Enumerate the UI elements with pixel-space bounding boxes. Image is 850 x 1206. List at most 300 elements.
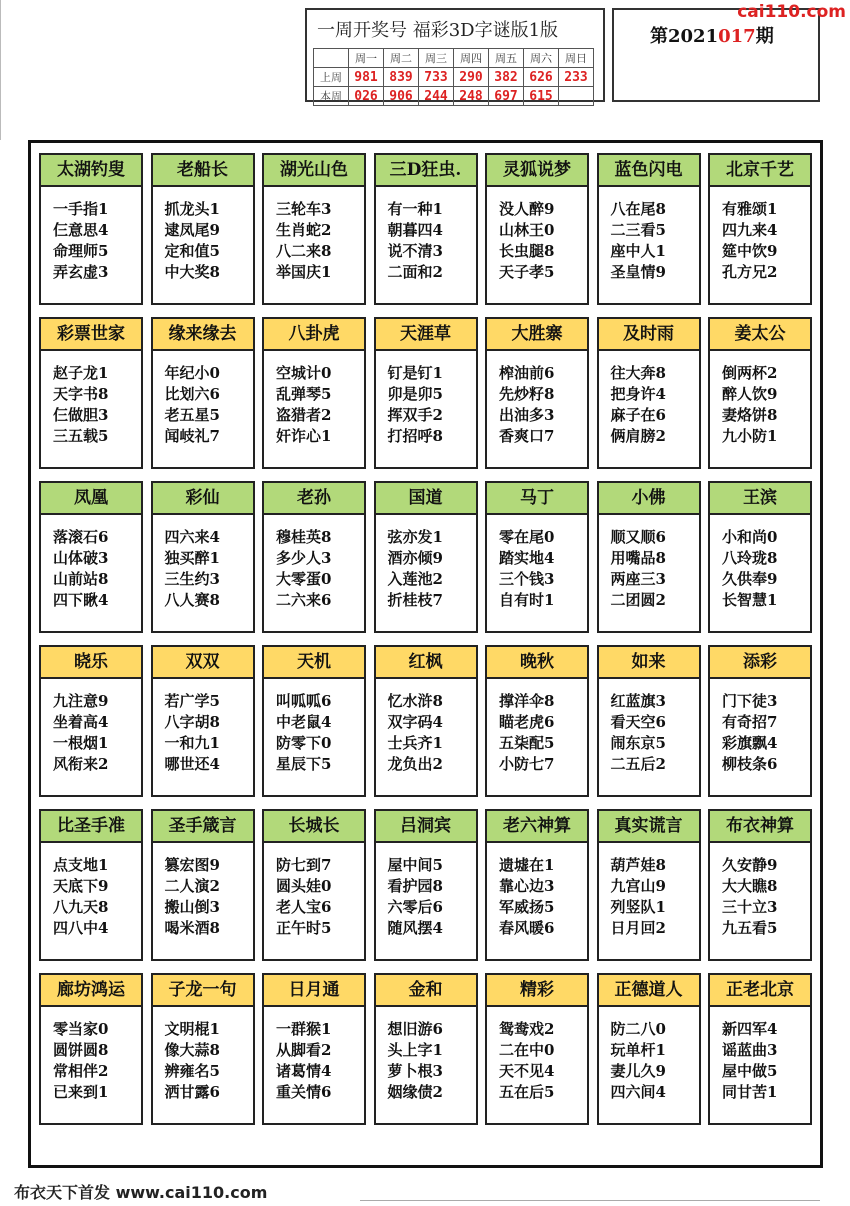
riddle-card: [39, 809, 143, 961]
riddle-line: 诸葛情4: [276, 1062, 332, 1080]
riddle-lines: [487, 1007, 587, 1103]
riddle-line: 姻缘债2: [387, 1083, 443, 1101]
riddle-card: [374, 481, 478, 633]
this-week-label: 本周: [314, 87, 349, 106]
riddle-line: 彩旗飘4: [722, 734, 778, 752]
riddle-line: 柳枝条6: [722, 755, 778, 773]
riddle-card: [597, 317, 701, 469]
riddle-line: 军威扬5: [499, 898, 555, 916]
riddle-line: 麻子在6: [610, 406, 666, 424]
riddle-line: 八字胡8: [164, 713, 220, 731]
riddle-card: [374, 809, 478, 961]
riddle-line: 大大瞧8: [722, 877, 778, 895]
weekday-label: 周四: [454, 49, 489, 68]
riddle-line: 士兵齐1: [387, 734, 443, 752]
riddle-line: 看天空6: [610, 713, 666, 731]
riddle-card: [597, 481, 701, 633]
weekday-label: 周三: [419, 49, 454, 68]
riddle-line: 同甘苦1: [722, 1083, 778, 1101]
riddle-line: 辨雍名5: [164, 1062, 220, 1080]
riddle-card: [151, 809, 255, 961]
riddle-lines: [376, 679, 476, 775]
riddle-line: 九五看5: [722, 919, 778, 937]
riddle-card: [262, 317, 366, 469]
riddle-line: 圣皇情9: [610, 263, 666, 281]
riddle-line: 往大奔8: [610, 364, 666, 382]
riddle-line: 喝米酒8: [164, 919, 220, 937]
riddle-line: 入莲池2: [387, 570, 443, 588]
riddle-line: 天字书8: [53, 385, 109, 403]
riddle-line: 一手指1: [53, 200, 109, 218]
issue-digits: 017: [718, 26, 756, 47]
riddle-line: 天子孝5: [499, 263, 555, 281]
riddle-line: 钉是钉1: [387, 364, 443, 382]
riddle-line: 自有时1: [499, 591, 555, 609]
draw-number: 839: [384, 68, 419, 87]
riddle-lines: [264, 1007, 364, 1103]
riddle-line: 八二来8: [276, 242, 332, 260]
riddle-line: 二面和2: [387, 263, 443, 281]
riddle-line: 红蓝旗3: [610, 692, 666, 710]
card-author-title: 八卦虎: [264, 319, 364, 351]
riddle-line: 圆饼圆8: [53, 1041, 109, 1059]
card-author-title: 灵狐说梦: [487, 155, 587, 187]
riddle-line: 小防七7: [499, 755, 555, 773]
riddle-line: 防二八0: [610, 1020, 666, 1038]
riddle-card: [262, 645, 366, 797]
footer-rule: [360, 1200, 820, 1201]
card-author-title: 北京千艺: [710, 155, 810, 187]
draw-number: 697: [489, 87, 524, 106]
riddle-line: 圆头娃0: [276, 877, 332, 895]
riddle-line: 叫呱呱6: [276, 692, 332, 710]
riddle-line: 头上字1: [387, 1041, 443, 1059]
riddle-line: 久安静9: [722, 856, 778, 874]
riddle-line: 长虫腿8: [499, 242, 555, 260]
riddle-line: 屋中间5: [387, 856, 443, 874]
riddle-lines: [487, 515, 587, 611]
riddle-line: 搬山倒3: [164, 898, 220, 916]
riddle-line: 多少人3: [276, 549, 332, 567]
riddle-line: 谣蓝曲3: [722, 1041, 778, 1059]
riddle-line: 一和九1: [164, 734, 220, 752]
card-author-title: 国道: [376, 483, 476, 515]
riddle-line: 若广学5: [164, 692, 220, 710]
riddle-line: 独买醉1: [164, 549, 220, 567]
riddle-lines: [710, 679, 810, 775]
riddle-line: 屋中做5: [722, 1062, 778, 1080]
riddle-card: [374, 153, 478, 305]
riddle-line: 玩单杆1: [610, 1041, 666, 1059]
card-author-title: 天涯草: [376, 319, 476, 351]
riddle-card: [151, 153, 255, 305]
riddle-line: 列竖队1: [610, 898, 666, 916]
riddle-line: 出油多3: [499, 406, 555, 424]
riddle-line: 先炒籽8: [499, 385, 555, 403]
riddle-line: 仨做胆3: [53, 406, 109, 424]
card-author-title: 凤凰: [41, 483, 141, 515]
riddle-lines: [41, 1007, 141, 1103]
last-week-label: 上周: [314, 68, 349, 87]
riddle-lines: [153, 1007, 253, 1103]
card-author-title: 小佛: [599, 483, 699, 515]
riddle-line: 葫芦娃8: [610, 856, 666, 874]
riddle-lines: [599, 351, 699, 447]
draw-number: 906: [384, 87, 419, 106]
card-author-title: 老孙: [264, 483, 364, 515]
draw-number: 981: [349, 68, 384, 87]
issue-suffix: 期: [755, 26, 774, 47]
weekly-draw-table: [313, 48, 594, 106]
card-author-title: 及时雨: [599, 319, 699, 351]
corner-cell: [314, 49, 349, 68]
riddle-lines: [599, 187, 699, 283]
riddle-line: 风衔来2: [53, 755, 109, 773]
riddle-card: [39, 317, 143, 469]
card-author-title: 廊坊鸿运: [41, 975, 141, 1007]
riddle-card: [485, 317, 589, 469]
riddle-lines: [264, 843, 364, 939]
riddle-lines: [599, 1007, 699, 1103]
riddle-line: 随风摆4: [387, 919, 443, 937]
riddle-line: 山林王0: [499, 221, 555, 239]
riddle-lines: [710, 351, 810, 447]
card-author-title: 长城长: [264, 811, 364, 843]
riddle-lines: [487, 843, 587, 939]
riddle-line: 奸诈心1: [276, 427, 332, 445]
card-author-title: 蓝色闪电: [599, 155, 699, 187]
last-week-row: [314, 68, 594, 87]
riddle-line: 比划六6: [164, 385, 220, 403]
card-author-title: 缘来缘去: [153, 319, 253, 351]
riddle-lines: [710, 1007, 810, 1103]
riddle-line: 卯是卯5: [387, 385, 443, 403]
riddle-line: 小和尚0: [722, 528, 778, 546]
riddle-lines: [487, 679, 587, 775]
riddle-line: 重关情6: [276, 1083, 332, 1101]
riddle-card: [597, 973, 701, 1125]
riddle-line: 四六间4: [610, 1083, 666, 1101]
riddle-line: 赵子龙1: [53, 364, 109, 382]
riddle-line: 两座三3: [610, 570, 666, 588]
card-author-title: 马丁: [487, 483, 587, 515]
riddle-card: [262, 973, 366, 1125]
riddle-line: 文明棍1: [164, 1020, 220, 1038]
riddle-line: 落滚石6: [53, 528, 109, 546]
riddle-lines: [41, 515, 141, 611]
riddle-line: 长智慧1: [722, 591, 778, 609]
riddle-line: 八人赛8: [164, 591, 220, 609]
riddle-line: 乱弹琴5: [276, 385, 332, 403]
weekly-draw-box: [305, 8, 605, 102]
riddle-line: 顺又顺6: [610, 528, 666, 546]
this-week-row: [314, 87, 594, 106]
riddle-line: 有一种1: [387, 200, 443, 218]
riddle-lines: [41, 187, 141, 283]
riddle-card: [708, 973, 812, 1125]
riddle-lines: [264, 351, 364, 447]
riddle-line: 九小防1: [722, 427, 778, 445]
riddle-line: 八九天8: [53, 898, 109, 916]
riddle-line: 打招呼8: [387, 427, 443, 445]
riddle-line: 像大蒜8: [164, 1041, 220, 1059]
riddle-lines: [41, 679, 141, 775]
riddle-line: 举国庆1: [276, 263, 332, 281]
riddle-line: 定和值5: [164, 242, 220, 260]
riddle-line: 穆桂英8: [276, 528, 332, 546]
card-author-title: 正德道人: [599, 975, 699, 1007]
riddle-line: 筵中饮9: [722, 242, 778, 260]
riddle-card: [374, 973, 478, 1125]
card-author-title: 姜太公: [710, 319, 810, 351]
riddle-lines: [376, 515, 476, 611]
card-author-title: 子龙一句: [153, 975, 253, 1007]
riddle-line: 山体破3: [53, 549, 109, 567]
riddle-line: 瞄老虎6: [499, 713, 555, 731]
issue-prefix: 第2021: [650, 26, 719, 47]
riddle-line: 年纪小0: [164, 364, 220, 382]
riddle-line: 二五后2: [610, 755, 666, 773]
riddle-line: 挥双手2: [387, 406, 443, 424]
riddle-line: 四下瞅4: [53, 591, 109, 609]
riddle-lines: [376, 187, 476, 283]
riddle-line: 三生约3: [164, 570, 220, 588]
riddle-line: 四八中4: [53, 919, 109, 937]
riddle-line: 正午时5: [276, 919, 332, 937]
card-author-title: 添彩: [710, 647, 810, 679]
riddle-line: 从脚看2: [276, 1041, 332, 1059]
riddle-line: 防零下0: [276, 734, 332, 752]
riddle-board: [28, 140, 823, 1168]
riddle-line: 鸳鸯戏2: [499, 1020, 555, 1038]
riddle-line: 防七到7: [276, 856, 332, 874]
riddle-lines: [153, 515, 253, 611]
card-author-title: 如来: [599, 647, 699, 679]
issue-number: [650, 22, 774, 48]
riddle-line: 妻儿久9: [610, 1062, 666, 1080]
riddle-lines: [264, 679, 364, 775]
riddle-line: 香爽口7: [499, 427, 555, 445]
riddle-card: [39, 645, 143, 797]
riddle-line: 四九来4: [722, 221, 778, 239]
draw-number: 026: [349, 87, 384, 106]
riddle-line: 四六来4: [164, 528, 220, 546]
riddle-card: [708, 153, 812, 305]
riddle-line: 酒亦倾9: [387, 549, 443, 567]
riddle-line: 仨意思4: [53, 221, 109, 239]
riddle-line: 三轮车3: [276, 200, 332, 218]
card-author-title: 真实谎言: [599, 811, 699, 843]
riddle-line: 一群猴1: [276, 1020, 332, 1038]
riddle-lines: [153, 351, 253, 447]
riddle-line: 八在尾8: [610, 200, 666, 218]
draw-number: 233: [559, 68, 594, 87]
riddle-line: 新四军4: [722, 1020, 778, 1038]
card-author-title: 吕洞宾: [376, 811, 476, 843]
riddle-line: 已来到1: [53, 1083, 109, 1101]
riddle-card: [39, 153, 143, 305]
riddle-line: 俩肩膀2: [610, 427, 666, 445]
riddle-line: 点支地1: [53, 856, 109, 874]
site-logo: cai110.com: [737, 2, 846, 22]
card-author-title: 湖光山色: [264, 155, 364, 187]
riddle-lines: [710, 187, 810, 283]
riddle-line: 双字码4: [387, 713, 443, 731]
riddle-line: 中大奖8: [164, 263, 220, 281]
riddle-line: 命理师5: [53, 242, 109, 260]
riddle-card: [151, 481, 255, 633]
riddle-line: 龙负出2: [387, 755, 443, 773]
riddle-lines: [376, 351, 476, 447]
riddle-lines: [376, 843, 476, 939]
riddle-line: 八玲珑8: [722, 549, 778, 567]
card-author-title: 比圣手准: [41, 811, 141, 843]
draw-number: 290: [454, 68, 489, 87]
riddle-line: 萝卜根3: [387, 1062, 443, 1080]
riddle-lines: [41, 351, 141, 447]
riddle-card: [151, 973, 255, 1125]
draw-number: 733: [419, 68, 454, 87]
riddle-line: 生肖蛇2: [276, 221, 332, 239]
riddle-line: 二三看5: [610, 221, 666, 239]
riddle-lines: [153, 187, 253, 283]
weekday-label: 周二: [384, 49, 419, 68]
riddle-line: 星辰下5: [276, 755, 332, 773]
riddle-card: [485, 973, 589, 1125]
card-author-title: 双双: [153, 647, 253, 679]
riddle-line: 春风暖6: [499, 919, 555, 937]
card-author-title: 彩仙: [153, 483, 253, 515]
riddle-lines: [264, 515, 364, 611]
riddle-line: 忆水浒8: [387, 692, 443, 710]
card-author-title: 正老北京: [710, 975, 810, 1007]
card-author-title: 老六神算: [487, 811, 587, 843]
riddle-line: 遗墟在1: [499, 856, 555, 874]
riddle-line: 一根烟1: [53, 734, 109, 752]
riddle-line: 零在尾0: [499, 528, 555, 546]
riddle-line: 二团圆2: [610, 591, 666, 609]
riddle-card: [708, 481, 812, 633]
riddle-line: 弄玄虚3: [53, 263, 109, 281]
draw-number: 615: [524, 87, 559, 106]
card-author-title: 圣手箴言: [153, 811, 253, 843]
riddle-line: 中老鼠4: [276, 713, 332, 731]
riddle-line: 三十立3: [722, 898, 778, 916]
riddle-line: 三个钱3: [499, 570, 555, 588]
riddle-line: 洒甘露6: [164, 1083, 220, 1101]
riddle-lines: [599, 843, 699, 939]
riddle-line: 榨油前6: [499, 364, 555, 382]
riddle-line: 弦亦发1: [387, 528, 443, 546]
riddle-line: 日月回2: [610, 919, 666, 937]
weekday-label: 周日: [559, 49, 594, 68]
weekday-label: 周一: [349, 49, 384, 68]
riddle-line: 二在中0: [499, 1041, 555, 1059]
riddle-lines: [599, 515, 699, 611]
riddle-line: 久供奉9: [722, 570, 778, 588]
riddle-line: 想旧游6: [387, 1020, 443, 1038]
card-author-title: 彩票世家: [41, 319, 141, 351]
riddle-lines: [487, 351, 587, 447]
riddle-lines: [153, 679, 253, 775]
riddle-line: 老人宝6: [276, 898, 332, 916]
riddle-line: 九注意9: [53, 692, 109, 710]
riddle-line: 天不见4: [499, 1062, 555, 1080]
riddle-line: 说不清3: [387, 242, 443, 260]
riddle-card: [485, 481, 589, 633]
riddle-card: [485, 809, 589, 961]
left-rule: [0, 0, 1, 140]
riddle-lines: [41, 843, 141, 939]
card-author-title: 大胜寨: [487, 319, 587, 351]
card-author-title: 金和: [376, 975, 476, 1007]
riddle-line: 倒两杯2: [722, 364, 778, 382]
card-author-title: 天机: [264, 647, 364, 679]
riddle-line: 折桂枝7: [387, 591, 443, 609]
riddle-line: 孔方兄2: [722, 263, 778, 281]
riddle-line: 没人醉9: [499, 200, 555, 218]
card-author-title: 太湖钓叟: [41, 155, 141, 187]
footer-credit: 布衣天下首发 www.cai110.com: [14, 1183, 268, 1202]
riddle-card: [151, 317, 255, 469]
riddle-line: 篡宏图9: [164, 856, 220, 874]
riddle-card: [39, 973, 143, 1125]
riddle-card: [708, 809, 812, 961]
riddle-line: 逮凤尾9: [164, 221, 220, 239]
riddle-line: 哪世还4: [164, 755, 220, 773]
riddle-card: [262, 809, 366, 961]
weekday-header-row: [314, 49, 594, 68]
riddle-line: 山前站8: [53, 570, 109, 588]
riddle-line: 坐着高4: [53, 713, 109, 731]
draw-number: [559, 87, 594, 106]
riddle-line: 九宫山9: [610, 877, 666, 895]
card-author-title: 精彩: [487, 975, 587, 1007]
riddle-line: 踏实地4: [499, 549, 555, 567]
riddle-line: 把身许4: [610, 385, 666, 403]
riddle-line: 闻岐礼7: [164, 427, 220, 445]
riddle-lines: [153, 843, 253, 939]
riddle-line: 撑洋伞8: [499, 692, 555, 710]
riddle-line: 用嘴品8: [610, 549, 666, 567]
riddle-line: 五在后5: [499, 1083, 555, 1101]
riddle-line: 常相伴2: [53, 1062, 109, 1080]
card-author-title: 布衣神算: [710, 811, 810, 843]
riddle-line: 天底下9: [53, 877, 109, 895]
draw-number: 626: [524, 68, 559, 87]
card-author-title: 王滨: [710, 483, 810, 515]
draw-box-title: 一周开奖号 福彩3D字谜版1版: [317, 20, 559, 41]
riddle-line: 妻烙饼8: [722, 406, 778, 424]
riddle-line: 朝暮四4: [387, 221, 443, 239]
riddle-card: [374, 317, 478, 469]
riddle-card: [262, 481, 366, 633]
riddle-line: 三五载5: [53, 427, 109, 445]
riddle-card: [374, 645, 478, 797]
card-author-title: 红枫: [376, 647, 476, 679]
riddle-lines: [264, 187, 364, 283]
riddle-grid: [39, 153, 813, 1125]
draw-number: 382: [489, 68, 524, 87]
weekday-label: 周六: [524, 49, 559, 68]
issue-box: [612, 8, 820, 102]
riddle-card: [708, 317, 812, 469]
riddle-lines: [599, 679, 699, 775]
riddle-line: 二人演2: [164, 877, 220, 895]
card-author-title: 日月通: [264, 975, 364, 1007]
draw-number: 244: [419, 87, 454, 106]
riddle-line: 老五星5: [164, 406, 220, 424]
